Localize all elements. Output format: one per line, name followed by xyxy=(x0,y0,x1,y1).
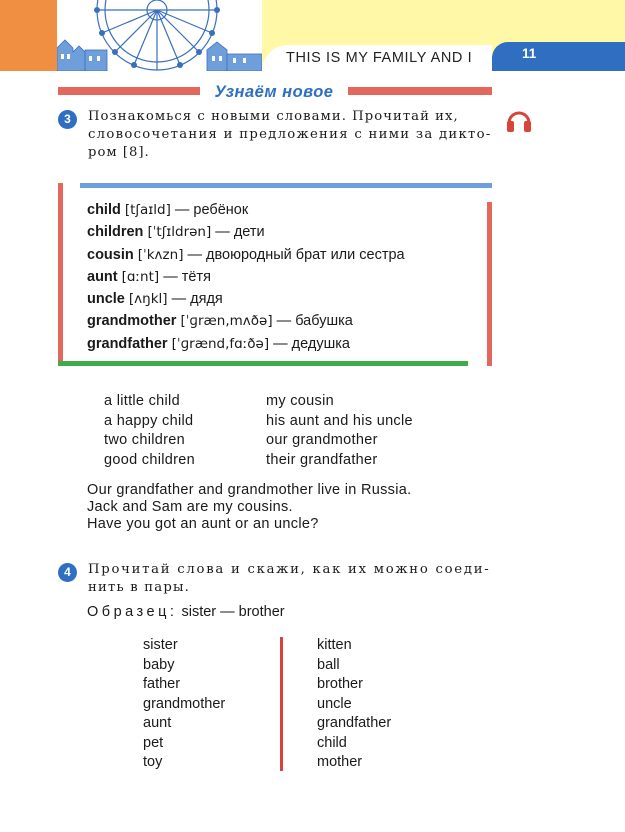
pair-words-right xyxy=(317,636,391,773)
pair-word: pet xyxy=(143,734,164,751)
running-header-title: THIS IS MY FAMILY AND I xyxy=(286,50,473,66)
exercise-3-instruction xyxy=(88,108,492,162)
pair-divider xyxy=(280,637,283,771)
phrase: two children xyxy=(104,432,185,448)
exercise-4-instruction xyxy=(88,561,492,597)
header-orange-block xyxy=(0,0,57,71)
pair-word: mother xyxy=(317,754,363,770)
pair-word: toy xyxy=(143,754,163,770)
pair-word: sister xyxy=(143,637,178,653)
ferris-wheel-illustration xyxy=(57,0,262,71)
pair-word: ball xyxy=(317,656,340,673)
vocab-word: cousin xyxy=(87,246,134,263)
vocab-word: aunt xyxy=(87,268,118,285)
sample-label: Образец: xyxy=(87,604,178,620)
instruction-line: Прочитай слова и скажи, как их можно соеди- xyxy=(88,562,491,577)
instruction-line: Познакомься с новыми словами. Прочитай их, xyxy=(88,109,459,124)
phrase: a little child xyxy=(104,393,180,409)
phrase: their grandfather xyxy=(266,451,378,468)
pair-word: aunt xyxy=(143,715,172,731)
vocab-translation: дядя xyxy=(190,291,223,308)
vocab-entry xyxy=(87,266,405,288)
vocab-box-right-border xyxy=(487,202,492,366)
vocab-dash: — xyxy=(171,291,187,308)
phrases-left-column xyxy=(104,392,195,470)
exercise-3-number: 3 xyxy=(58,110,77,129)
page-number: 11 xyxy=(522,46,537,61)
pair-word: grandfather xyxy=(317,715,392,731)
vocab-word: uncle xyxy=(87,291,125,308)
sentence: Jack and Sam are my cousins. xyxy=(87,499,293,515)
vocab-translation: тётя xyxy=(181,268,211,285)
vocab-transcription: [tʃaɪld] xyxy=(124,202,171,218)
pair-word: kitten xyxy=(317,637,352,653)
vocab-transcription: [ˈtʃɪldrən] xyxy=(147,224,212,241)
vocab-translation: ребёнок xyxy=(193,202,249,218)
vocab-dash: — xyxy=(273,335,288,352)
phrases-right-column xyxy=(266,392,413,470)
vocab-box-bottom-border xyxy=(58,361,468,366)
vocab-entry xyxy=(87,310,405,332)
vocab-dash: — xyxy=(163,268,178,285)
vocab-entry xyxy=(87,221,405,243)
vocab-dash: — xyxy=(174,202,190,218)
vocab-transcription: [ʌŋkl] xyxy=(128,291,168,308)
vocab-translation: двоюродный брат или сестра xyxy=(206,246,405,263)
headphones-icon xyxy=(505,106,533,134)
vocab-dash: — xyxy=(187,246,202,263)
pair-words-left xyxy=(143,636,225,773)
phrase: a happy child xyxy=(104,412,194,429)
vocab-box-left-border xyxy=(58,183,63,365)
section-banner-title: Узнаём новое xyxy=(200,82,348,102)
instruction-line: нить в пары. xyxy=(88,580,191,595)
vocab-entry xyxy=(87,199,405,221)
vocab-dash: — xyxy=(276,313,292,330)
vocab-entry xyxy=(87,244,405,266)
vocab-word: children xyxy=(87,224,144,241)
vocab-word: grandmother xyxy=(87,313,177,330)
pair-word: uncle xyxy=(317,695,352,712)
phrase: good children xyxy=(104,451,195,468)
pair-word: father xyxy=(143,676,181,692)
vocabulary-list xyxy=(87,199,405,355)
sample-text: sister — brother xyxy=(181,604,285,620)
vocab-transcription: [ˈɡræn,mʌðə] xyxy=(180,313,273,330)
exercise-4-number: 4 xyxy=(58,563,77,582)
sentence: Our grandfather and grandmother live in Russia. xyxy=(87,482,412,498)
vocab-translation: дедушка xyxy=(291,335,350,352)
sample-line xyxy=(87,604,285,620)
phrase: our grandmother xyxy=(266,432,378,448)
vocab-entry xyxy=(87,288,405,310)
phrase: his aunt and his uncle xyxy=(266,412,413,429)
instruction-line: ром [8]. xyxy=(88,145,150,160)
vocab-translation: бабушка xyxy=(295,313,353,330)
pair-word: grandmother xyxy=(143,695,226,712)
vocab-word: child xyxy=(87,202,121,218)
vocab-dash: — xyxy=(215,224,230,241)
vocab-transcription: [ˈkʌzn] xyxy=(137,246,184,263)
pair-word: brother xyxy=(317,676,363,692)
vocab-entry xyxy=(87,333,405,355)
example-sentences xyxy=(87,482,411,533)
vocab-transcription: [ˈɡrænd,fɑːðə] xyxy=(171,335,270,352)
phrase: my cousin xyxy=(266,393,334,409)
vocab-transcription: [ɑːnt] xyxy=(121,268,160,285)
sentence: Have you got an aunt or an uncle? xyxy=(87,516,319,532)
page-number-tab xyxy=(492,42,625,71)
vocab-box-top-border xyxy=(80,183,492,188)
vocab-word: grandfather xyxy=(87,335,168,352)
pair-word: child xyxy=(317,734,347,751)
instruction-line: словосочетания и предложения с ними за дикто- xyxy=(88,127,492,142)
vocab-translation: дети xyxy=(233,224,265,241)
pair-word: baby xyxy=(143,656,175,673)
